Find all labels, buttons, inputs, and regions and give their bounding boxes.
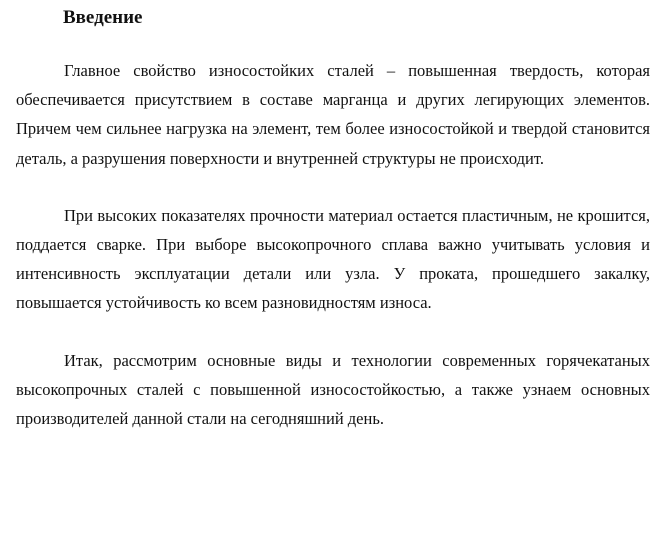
paragraph-1: Главное свойство износостойких сталей – повышенная твердость, которая обеспечивается присутствием в составе марганца и других легирующих элементов. Причем чем сильнее нагрузка на элемент, тем более износостойкой и твердой становится деталь, а разрушения поверхности и внутренней структуры не происходит. [16, 61, 650, 168]
document-page [0, 5, 666, 547]
paragraph-3: Итак, рассмотрим основные виды и технологии современных горячекатаных высокопрочных сталей с повышенной износостойкостью, а также узнаем основных производителей данной стали на сегодняшний день. [16, 350, 650, 429]
section-heading: Введение [63, 7, 143, 28]
paragraph-2: При высоких показателях прочности материал остается пластичным, не крошится, поддается сварке. При выборе высокопрочного сплава важно учитывать условия и интенсивность эксплуатации детали или узла. У проката, прошедшего закалку, повышается устойчивость ко всем разновидностям износа. [16, 205, 650, 313]
